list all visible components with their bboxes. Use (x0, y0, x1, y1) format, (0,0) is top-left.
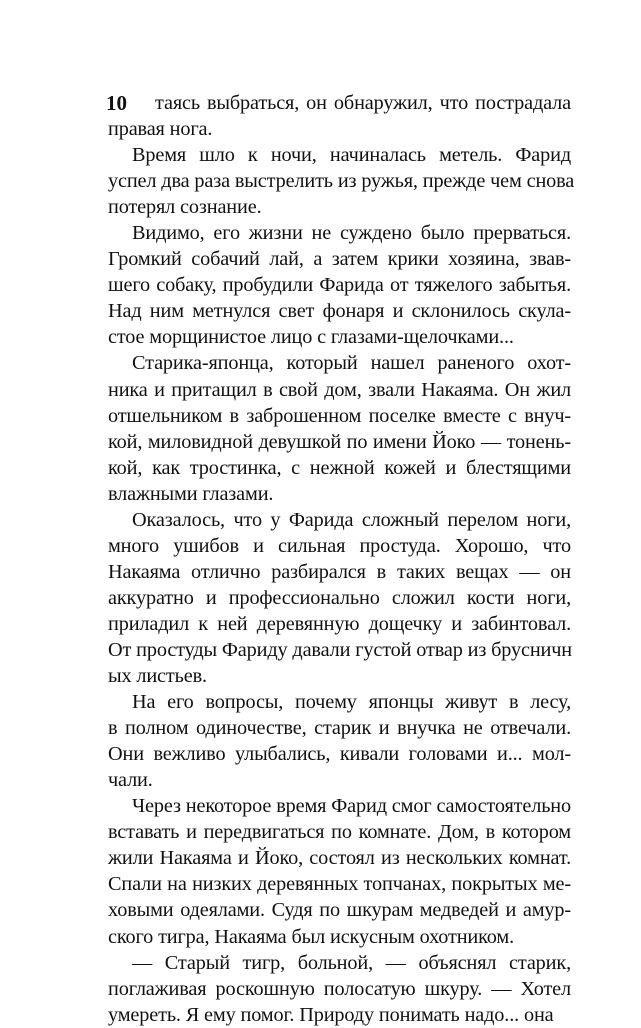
text-line: жили Накаяма и Йоко, состоял из нескольких комнат. (108, 847, 571, 870)
text-body (108, 90, 575, 1028)
text-line: Через некоторое время Фарид смог самостоятельно (132, 795, 571, 818)
text-line: кой, как тростинка, с нежной кожей и блестящими (108, 456, 571, 479)
paragraph (108, 793, 571, 949)
text-line: Они вежливо улыбались, кивали головами и... мол- (108, 743, 571, 766)
text-line: стое морщинистое лицо с глазами-щелочками... (108, 326, 514, 349)
text-line: На его вопросы, почему японцы живут в лесу, (132, 691, 571, 714)
text-line: поглаживая роскошную полосатую шкуру. — Хотел (108, 977, 571, 1000)
paragraph (108, 220, 571, 350)
text-line: Громкий собачий лай, а затем крики хозяина, звав- (108, 248, 571, 271)
paragraph (108, 90, 571, 142)
page-number: 10 (106, 91, 127, 115)
text-line: чали. (108, 769, 153, 792)
text-line: отшельником в заброшенном поселке вместе с внуч- (108, 404, 571, 427)
text-line: аккуратно и профессионально сложил кости ноги, (108, 586, 571, 609)
paragraph (108, 142, 575, 220)
text-line: Старика-японца, который нашел раненого охот- (132, 352, 571, 375)
paragraph (108, 689, 571, 793)
text-line: вставать и передвигаться по комнате. Дом, в котором (108, 821, 571, 844)
text-line: таясь выбраться, он обнаружил, что пострадала (155, 92, 571, 114)
text-line: много ушибов и сильная простуда. Хорошо, что (108, 534, 571, 557)
paragraph (108, 350, 571, 506)
text-line: потерял сознание. (108, 196, 262, 219)
text-line: Оказалось, что у Фарида сложный перелом ноги, (132, 508, 571, 531)
text-line: умереть. Я ему помог. Природу понимать надо... она (108, 1003, 554, 1026)
text-line: Спали на низких деревянных топчанах, покрытых ме- (108, 873, 571, 896)
text-line: влажными глазами. (108, 482, 274, 505)
text-line: успел два раза выстрелить из ружья, прежде чем снова (108, 170, 575, 193)
text-line: Видимо, его жизни не суждено было прерваться. (132, 222, 571, 245)
text-line: — Старый тигр, больной, — объяснял старик, (132, 951, 571, 974)
text-line: От простуды Фариду давали густой отвар из брусничн (108, 638, 573, 661)
text-line: кой, миловидной девушкой по имени Йоко — тонень- (108, 430, 571, 453)
book-page (106, 90, 575, 1028)
text-line: ховыми одеялами. Судя по шкурам медведей и амур- (108, 899, 571, 922)
text-line: приладил к ней деревянную дощечку и забинтовал. (108, 612, 571, 635)
text-line: правая нога. (108, 118, 213, 141)
paragraph (108, 507, 571, 689)
text-line: ского тигра, Накаяма был искусным охотником. (108, 925, 515, 948)
text-line: шего собаку, пробудили Фарида от тяжелого забытья. (108, 274, 571, 297)
text-line: ника и притащил в свой дом, звали Накаяма. Он жил (108, 378, 571, 401)
text-line: в полном одиночестве, старик и внучка не отвечали. (108, 717, 571, 740)
text-line: Над ним метнулся свет фонаря и склонилось скула- (108, 300, 571, 323)
paragraph (108, 950, 571, 1028)
text-line: Время шло к ночи, начиналась метель. Фарид (132, 144, 571, 167)
text-line: ых листьев. (108, 665, 207, 688)
text-line: Накаяма отлично разбирался в таких вещах — он (108, 560, 571, 583)
